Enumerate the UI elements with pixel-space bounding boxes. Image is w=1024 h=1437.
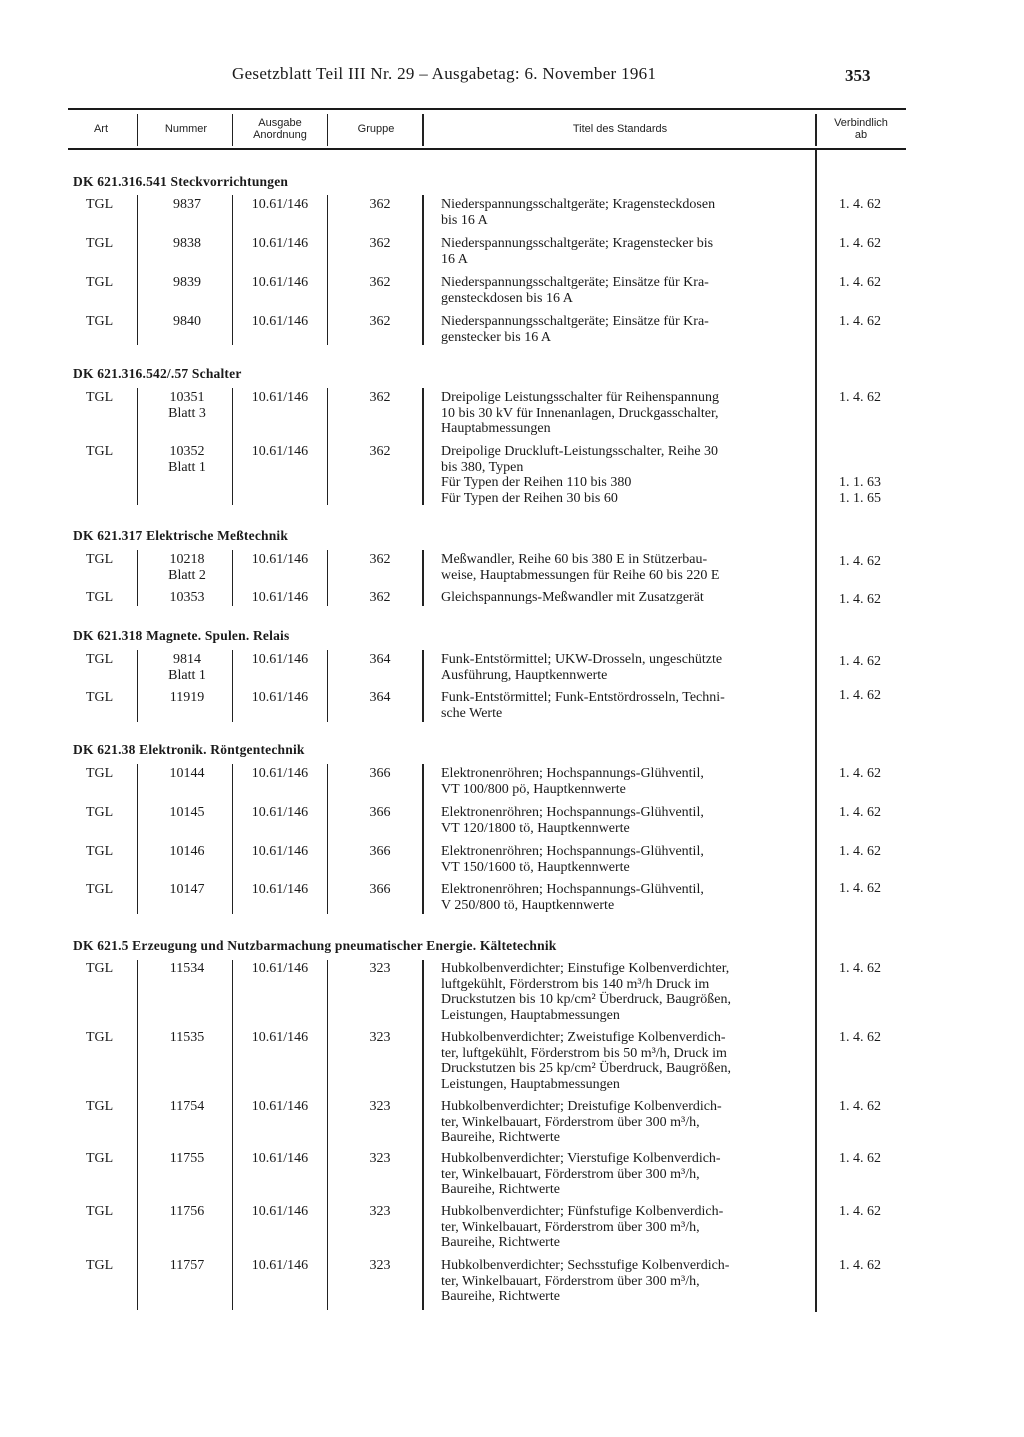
- title-line: Gleichspannungs-Meßwandler mit Zusatzgerät: [441, 590, 704, 605]
- cell-verbindlich: [830, 444, 890, 506]
- cell-verbindlich: 1. 4. 62: [839, 275, 881, 290]
- title-line: genstecker bis 16 A: [441, 329, 552, 345]
- cell-gruppe: 362: [369, 552, 391, 567]
- cell-gruppe: 362: [369, 590, 391, 605]
- page-number: 353: [845, 66, 871, 85]
- cell-nummer: 10144: [169, 766, 205, 781]
- cell-art: TGL: [86, 275, 114, 290]
- row-sep-ausgabe: [232, 195, 233, 345]
- title-line: Funk-Entstörmittel; Funk-Entstördrosseln, Techni-: [441, 690, 725, 705]
- cell-ausgabe: 10.61/146: [251, 882, 309, 897]
- title-line: Dreipolige Leistungsschalter für Reihenspannung: [441, 390, 719, 405]
- col-sep-5: [815, 114, 817, 146]
- title-line: Hubkolbenverdichter; Einstufige Kolbenverdichter,: [441, 961, 730, 976]
- col-gruppe: Gruppe: [357, 123, 395, 135]
- cell-titel: [441, 197, 813, 228]
- cell-nummer: [147, 444, 227, 475]
- cell-art: TGL: [86, 590, 114, 605]
- cell-ausgabe: 10.61/146: [251, 552, 309, 567]
- title-line: 10 bis 30 kV für Innenanlagen, Druckgasschalter,: [441, 405, 719, 421]
- cell-gruppe: 323: [369, 1099, 391, 1114]
- title-line: Funk-Entstörmittel; UKW-Drosseln, ungeschützte: [441, 652, 723, 667]
- cell-verbindlich: 1. 4. 62: [839, 844, 881, 859]
- cell-titel: [441, 275, 813, 306]
- cell-art: TGL: [86, 766, 114, 781]
- cell-nummer: 11534: [169, 961, 205, 976]
- cell-ausgabe: 10.61/146: [251, 961, 309, 976]
- cell-nummer: 9839: [173, 275, 201, 290]
- title-line: Hubkolbenverdichter; Zweistufige Kolbenverdich-: [441, 1030, 726, 1045]
- title-line: V 250/800 tö, Hauptkennwerte: [441, 897, 615, 913]
- title-line: VT 150/1600 tö, Hauptkennwerte: [441, 859, 630, 875]
- row-sep-nummer: [137, 195, 138, 345]
- cell-nummer: 11919: [169, 690, 205, 705]
- cell-verbindlich: 1. 4. 62: [839, 766, 881, 781]
- cell-verbindlich: 1. 4. 62: [839, 1151, 881, 1166]
- title-line: Druckstutzen bis 10 kp/cm² Überdruck, Baugrößen,: [441, 992, 731, 1007]
- title-line: 16 A: [441, 251, 468, 267]
- section-title: DK 621.38 Elektronik. Röntgentechnik: [73, 742, 305, 757]
- cell-nummer: [147, 552, 227, 583]
- title-line: Elektronenröhren; Hochspannungs-Glühventil,: [441, 805, 704, 820]
- cell-ausgabe: 10.61/146: [251, 1099, 309, 1114]
- cell-gruppe: 323: [369, 1151, 391, 1166]
- cell-gruppe: 323: [369, 961, 391, 976]
- title-line: Baureihe, Richtwerte: [441, 1235, 560, 1250]
- cell-art: TGL: [86, 1204, 114, 1219]
- title-line: Elektronenröhren; Hochspannungs-Glühventil,: [441, 844, 704, 859]
- cell-ausgabe: 10.61/146: [251, 1204, 309, 1219]
- cell-gruppe: 366: [369, 805, 391, 820]
- cell-verbindlich: 1. 4. 62: [839, 236, 881, 251]
- cell-ausgabe: 10.61/146: [251, 690, 309, 705]
- row-sep-ausgabe: [232, 764, 233, 914]
- cell-ausgabe: 10.61/146: [251, 652, 309, 667]
- cell-ausgabe: 10.61/146: [251, 1151, 309, 1166]
- cell-ausgabe: 10.61/146: [251, 844, 309, 859]
- cell-nummer: 11535: [169, 1030, 205, 1045]
- cell-ausgabe: 10.61/146: [251, 236, 309, 251]
- cell-gruppe: 362: [369, 275, 391, 290]
- title-line: Meßwandler, Reihe 60 bis 380 E in Stützerbau-: [441, 552, 708, 567]
- cell-art: TGL: [86, 882, 114, 897]
- title-line: Baureihe, Richtwerte: [441, 1130, 560, 1145]
- cell-nummer: 9840: [173, 314, 201, 329]
- title-line: Dreipolige Druckluft-Leistungsschalter, Reihe 30: [441, 444, 719, 459]
- col-verbindlich-line1: Verbindlich: [834, 117, 888, 129]
- title-line: ter, Winkelbauart, Förderstrom über 300 m³/h,: [441, 1219, 700, 1235]
- cell-ausgabe: 10.61/146: [251, 314, 309, 329]
- section-title: DK 621.316.542/.57 Schalter: [73, 366, 242, 381]
- title-line: weise, Hauptabmessungen für Reihe 60 bis 220 E: [441, 567, 720, 583]
- nummer-line: 9814: [173, 652, 201, 667]
- title-line: sche Werte: [441, 705, 503, 721]
- cell-gruppe: 323: [369, 1030, 391, 1045]
- cell-verbindlich: 1. 4. 62: [839, 1099, 881, 1114]
- verbindlich-line: 1. 1. 65: [839, 490, 881, 506]
- cell-art: TGL: [86, 961, 114, 976]
- section-title: DK 621.5 Erzeugung und Nutzbarmachung pneumatischer Energie. Kältetechnik: [73, 938, 557, 953]
- cell-ausgabe: 10.61/146: [251, 275, 309, 290]
- col-sep-2: [232, 114, 233, 146]
- title-line: Leistungen, Hauptabmessungen: [441, 1076, 620, 1092]
- row-sep-gruppe: [327, 960, 328, 1310]
- page-header: [0, 64, 1024, 94]
- cell-nummer: [147, 652, 227, 683]
- header-top-rule: [68, 108, 906, 110]
- col-ausgabe-line2: Anordnung: [253, 129, 307, 141]
- title-line: Niederspannungsschaltgeräte; Kragenstecker bis: [441, 236, 714, 251]
- cell-nummer: 11755: [169, 1151, 205, 1166]
- section-title: DK 621.317 Elektrische Meßtechnik: [73, 528, 289, 543]
- title-line: ter, Winkelbauart, Förderstrom über 300 m³/h,: [441, 1166, 700, 1182]
- title-line: VT 120/1800 tö, Hauptkennwerte: [441, 820, 630, 836]
- title-line: Für Typen der Reihen 30 bis 60: [441, 490, 618, 506]
- title-line: ter, Winkelbauart, Förderstrom über 300 m³/h,: [441, 1114, 700, 1130]
- cell-titel: [441, 1258, 813, 1305]
- title-line: VT 100/800 pö, Hauptkennwerte: [441, 781, 626, 797]
- cell-ausgabe: 10.61/146: [251, 197, 309, 212]
- cell-art: TGL: [86, 805, 114, 820]
- row-sep-ausgabe: [232, 960, 233, 1310]
- cell-ausgabe: 10.61/146: [251, 390, 309, 405]
- nummer-line: 10352: [169, 444, 205, 459]
- col-ausgabe: [236, 117, 324, 141]
- row-sep-gruppe: [327, 550, 328, 606]
- row-sep-titel: [422, 195, 424, 345]
- cell-verbindlich: 1. 4. 62: [839, 654, 881, 669]
- row-sep-nummer: [137, 650, 138, 722]
- cell-art: TGL: [86, 1258, 114, 1273]
- cell-titel: [441, 390, 813, 437]
- row-sep-ausgabe: [232, 650, 233, 722]
- title-line: Niederspannungsschaltgeräte; Kragensteckdosen: [441, 197, 716, 212]
- col-nummer: Nummer: [164, 123, 208, 135]
- cell-art: TGL: [86, 1099, 114, 1114]
- cell-titel: [441, 690, 813, 721]
- cell-gruppe: 362: [369, 236, 391, 251]
- title-line: Baureihe, Richtwerte: [441, 1182, 560, 1197]
- cell-ausgabe: 10.61/146: [251, 766, 309, 781]
- cell-gruppe: 362: [369, 197, 391, 212]
- nummer-line: Blatt 1: [168, 459, 206, 475]
- cell-titel: [441, 1099, 813, 1146]
- col-titel: Titel des Standards: [572, 123, 668, 135]
- title-line: Elektronenröhren; Hochspannungs-Glühventil,: [441, 882, 704, 897]
- title-line: bis 16 A: [441, 212, 488, 228]
- col-sep-3: [327, 114, 328, 146]
- cell-verbindlich: 1. 4. 62: [839, 805, 881, 820]
- col-ausgabe-line1: Ausgabe: [258, 117, 302, 129]
- col-verbindlich: [818, 117, 904, 141]
- cell-titel: [441, 444, 813, 506]
- title-line: Leistungen, Hauptabmessungen: [441, 1007, 620, 1023]
- nummer-line: Blatt 3: [168, 405, 206, 421]
- cell-gruppe: 323: [369, 1258, 391, 1273]
- cell-titel: [441, 552, 813, 583]
- title-line: Hubkolbenverdichter; Sechsstufige Kolbenverdich-: [441, 1258, 730, 1273]
- cell-art: TGL: [86, 1151, 114, 1166]
- title-line: Hubkolbenverdichter; Vierstufige Kolbenverdich-: [441, 1151, 721, 1166]
- cell-ausgabe: 10.61/146: [251, 590, 309, 605]
- cell-art: TGL: [86, 444, 114, 459]
- verbindlich-line: 1. 1. 63: [839, 475, 881, 490]
- row-sep-nummer: [137, 764, 138, 914]
- title-line: Hauptabmessungen: [441, 421, 551, 436]
- col-verbindlich-line2: ab: [854, 129, 868, 141]
- col-sep-1: [137, 114, 138, 146]
- row-sep-nummer: [137, 388, 138, 505]
- cell-nummer: 10145: [169, 805, 205, 820]
- row-sep-titel: [422, 764, 424, 914]
- row-sep-nummer: [137, 550, 138, 606]
- row-sep-titel: [422, 960, 424, 1310]
- title-line: luftgekühlt, Förderstrom bis 140 m³/h Druck im: [441, 976, 710, 992]
- row-sep-gruppe: [327, 388, 328, 505]
- row-sep-nummer: [137, 960, 138, 1310]
- cell-nummer: 11754: [169, 1099, 205, 1114]
- row-sep-titel: [422, 650, 424, 722]
- cell-verbindlich: 1. 4. 62: [839, 1204, 881, 1219]
- cell-ausgabe: 10.61/146: [251, 805, 309, 820]
- title-line: Baureihe, Richtwerte: [441, 1289, 560, 1304]
- title-line: ter, Winkelbauart, Förderstrom über 300 m³/h,: [441, 1273, 700, 1289]
- cell-art: TGL: [86, 390, 114, 405]
- col-sep-4: [422, 114, 424, 146]
- cell-verbindlich: 1. 4. 62: [839, 1258, 881, 1273]
- row-sep-ausgabe: [232, 550, 233, 606]
- cell-art: TGL: [86, 314, 114, 329]
- row-sep-ausgabe: [232, 388, 233, 505]
- row-sep-gruppe: [327, 764, 328, 914]
- cell-nummer: 10147: [169, 882, 205, 897]
- cell-verbindlich: 1. 4. 62: [839, 961, 881, 976]
- title-line: Druckstutzen bis 25 kp/cm² Überdruck, Baugrößen,: [441, 1061, 731, 1076]
- row-sep-titel: [422, 388, 424, 505]
- cell-gruppe: 366: [369, 844, 391, 859]
- nummer-line: 10218: [169, 552, 205, 567]
- cell-gruppe: 323: [369, 1204, 391, 1219]
- cell-titel: [441, 1204, 813, 1251]
- cell-verbindlich: 1. 4. 62: [839, 592, 881, 607]
- title-line: Hubkolbenverdichter; Dreistufige Kolbenverdich-: [441, 1099, 722, 1114]
- nummer-line: 10351: [169, 390, 205, 405]
- cell-verbindlich: 1. 4. 62: [839, 554, 881, 569]
- cell-verbindlich: 1. 4. 62: [839, 390, 881, 405]
- cell-titel: [441, 961, 813, 1023]
- cell-nummer: 10146: [169, 844, 205, 859]
- title-line: ter, luftgekühlt, Förderstrom bis 50 m³/h, Druck im: [441, 1045, 727, 1061]
- verbindlich-line: [830, 444, 890, 460]
- row-sep-gruppe: [327, 650, 328, 722]
- cell-art: TGL: [86, 690, 114, 705]
- cell-titel: [441, 882, 813, 913]
- col-art: Art: [93, 123, 109, 135]
- cell-titel: [441, 314, 813, 345]
- header-bottom-rule: [68, 148, 906, 150]
- cell-nummer: 11757: [169, 1258, 205, 1273]
- cell-nummer: 9837: [173, 197, 201, 212]
- cell-gruppe: 362: [369, 444, 391, 459]
- cell-verbindlich: 1. 4. 62: [839, 1030, 881, 1045]
- title-line: gensteckdosen bis 16 A: [441, 290, 573, 306]
- title-line: Ausführung, Hauptkennwerte: [441, 667, 608, 683]
- cell-ausgabe: 10.61/146: [251, 1258, 309, 1273]
- cell-gruppe: 364: [369, 652, 391, 667]
- cell-gruppe: 366: [369, 882, 391, 897]
- verbindlich-line: [830, 460, 890, 476]
- cell-gruppe: 362: [369, 390, 391, 405]
- cell-art: TGL: [86, 844, 114, 859]
- row-sep-gruppe: [327, 195, 328, 345]
- cell-titel: [441, 1151, 813, 1198]
- cell-titel: [441, 652, 813, 683]
- cell-verbindlich: 1. 4. 62: [839, 314, 881, 329]
- verbindlich-separator: [815, 150, 817, 1312]
- page-title: Gesetzblatt Teil III Nr. 29 – Ausgabetag: 6. November 1961: [232, 64, 657, 83]
- section-title: DK 621.316.541 Steckvorrichtungen: [73, 174, 289, 189]
- cell-titel: [441, 766, 813, 797]
- title-line: Niederspannungsschaltgeräte; Einsätze für Kra-: [441, 314, 709, 329]
- cell-gruppe: 364: [369, 690, 391, 705]
- cell-art: TGL: [86, 197, 114, 212]
- title-line: bis 380, Typen: [441, 459, 524, 475]
- cell-titel: [441, 805, 813, 836]
- cell-gruppe: 362: [369, 314, 391, 329]
- cell-gruppe: 366: [369, 766, 391, 781]
- nummer-line: Blatt 2: [168, 567, 206, 583]
- title-line: Für Typen der Reihen 110 bis 380: [441, 475, 632, 490]
- cell-verbindlich: 1. 4. 62: [839, 197, 881, 212]
- cell-art: TGL: [86, 1030, 114, 1045]
- section-title: DK 621.318 Magnete. Spulen. Relais: [73, 628, 290, 643]
- title-line: Elektronenröhren; Hochspannungs-Glühventil,: [441, 766, 704, 781]
- cell-art: TGL: [86, 236, 114, 251]
- cell-nummer: 10353: [169, 590, 205, 605]
- cell-verbindlich: 1. 4. 62: [839, 881, 881, 896]
- nummer-line: Blatt 1: [168, 667, 206, 683]
- title-line: Niederspannungsschaltgeräte; Einsätze für Kra-: [441, 275, 709, 290]
- cell-verbindlich: 1. 4. 62: [839, 688, 881, 703]
- cell-titel: [441, 1030, 813, 1092]
- cell-art: TGL: [86, 552, 114, 567]
- cell-art: TGL: [86, 652, 114, 667]
- cell-ausgabe: 10.61/146: [251, 1030, 309, 1045]
- cell-nummer: [147, 390, 227, 421]
- row-sep-titel: [422, 550, 424, 606]
- cell-nummer: 9838: [173, 236, 201, 251]
- cell-ausgabe: 10.61/146: [251, 444, 309, 459]
- cell-titel: [441, 844, 813, 875]
- cell-titel: [441, 236, 813, 267]
- title-line: Hubkolbenverdichter; Fünfstufige Kolbenverdich-: [441, 1204, 724, 1219]
- cell-nummer: 11756: [169, 1204, 205, 1219]
- cell-titel: [441, 590, 813, 606]
